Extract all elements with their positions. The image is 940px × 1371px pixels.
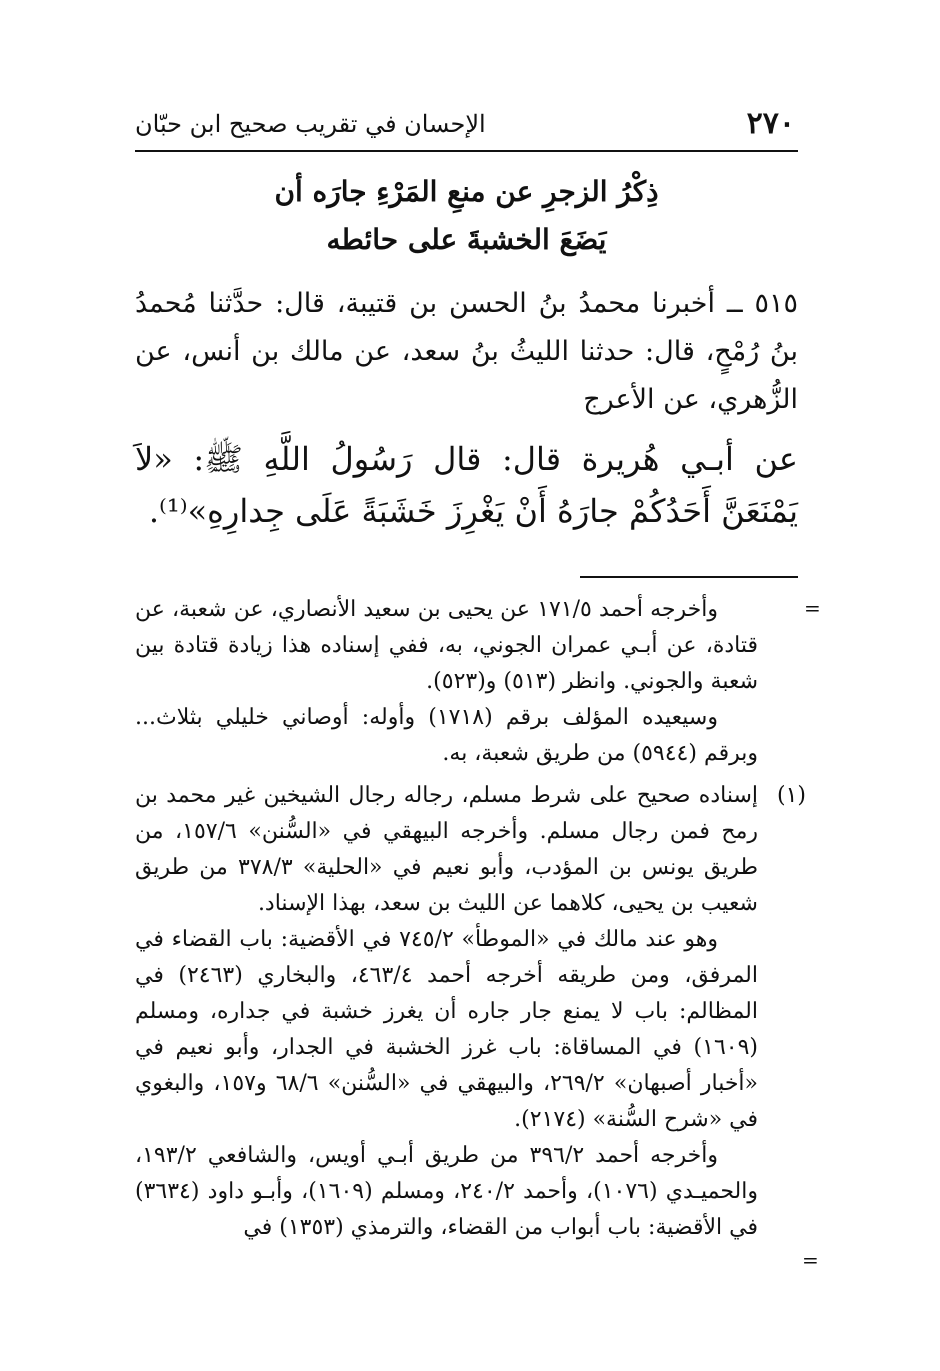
header-rule [135, 150, 798, 152]
footnote-paragraph: وهو عند مالك في «الموطأ» ٧٤٥/٢ في الأقضية: باب القضاء في المرفق، ومن طريقه أخرجه أحمد ٤٦٣/٤، والبخاري (٢٤٦٣) في المظالم: باب لا يمنع جار جاره أن يغرز خشبة في جداره، ومسلم (١٦٠٩) في المساقاة: باب غرز الخشبة في الجدار، وأبو نعيم في «أخبار أصبهان» ٢٦٩/٢، والبيهقي في «السُّنن» ٦٨/٦ و١٥٧، والبغوي في «شرح السُّنة» (٢١٧٤). [135, 927, 759, 1132]
page-number: ٢٧٠ [746, 106, 795, 141]
footnote-number: (١) [776, 783, 806, 808]
footnote-paragraph: وأخرجه أحمد ٣٩٦/٢ من طريق أبـي أويس، والشافعي ١٩٣/٢، والحميـدي (١٠٧٦)، وأحمد ٢٤٠/٢، ومسلم (١٦٠٩)، وأبـو داود (٣٦٣٤) في الأقضية: باب أبواب من القضاء، والترمذي (١٣٥٣) في [135, 1143, 758, 1240]
footnote-paragraph: وأخرجه أحمد ١٧١/٥ عن يحيى بن سعيد الأنصاري، عن شعبة، عن قتادة، عن أبـي عمران الجوني، به، ففي إسناده هذا زيادة قتادة بين شعبة والجوني. وانظر (٥١٣) و(٥٢٣). [135, 597, 758, 694]
running-title: الإحسان في تقريب صحيح ابن حبّان [135, 110, 486, 138]
footnote-paragraph: وسيعيده المؤلف برقم (١٧١٨) وأوله: أوصاني خليلي بثلاث... وبرقم (٥٩٤٤) من طريق شعبة، به. [135, 705, 758, 766]
footnote-paragraph: إسناده صحيح على شرط مسلم، رجاله رجال الشيخين غير محمد بن رمح فمن رجال مسلم. وأخرجه البيهقي في «السُّنن» ١٥٧/٦، من طريق يونس بن المؤدب، وأبو نعيم في «الحلية» ٣٧٨/٣ من طريق شعيب بن يحيى، كلاهما عن الليث بن سعد، بهذا الإسناد. [135, 783, 758, 916]
hadith-isnad: ٥١٥ ــ أخبرنا محمدُ بنُ الحسن بن قتيبة، قال: حدَّثنا مُحمدُ بنُ رُمْحٍ، قال: حدثنا الليثُ بنُ سعد، عن مالك بن أنس، عن الزُّهري، عن الأعرج [135, 288, 798, 415]
footnotes [135, 592, 806, 1252]
continuation-marker-bottom: = [802, 1248, 819, 1272]
hadith-matn: عن أبـي هُريرة قال: قال رَسُولُ اللَّهِ ﷺ: «لاَ يَمْنَعَنَّ أَحَدُكُمْ جارَهُ أَنْ يَغْرِزَ خَشَبَةً عَلَى جِدارِهِ»⁽¹⁾. [135, 440, 798, 530]
continuation-marker: = [804, 596, 821, 620]
chapter-title [135, 168, 798, 264]
footnote-continuation [135, 592, 798, 772]
chapter-title-line-2: يَضَعَ الخشبةَ على حائطه [326, 223, 607, 256]
footnote-1 [135, 778, 806, 1246]
chapter-title-line-1: ذِكْرُ الزجرِ عن منعِ المَرْءِ جارَه أن [274, 175, 659, 208]
footnote-separator [580, 576, 798, 578]
page-header [135, 106, 795, 146]
